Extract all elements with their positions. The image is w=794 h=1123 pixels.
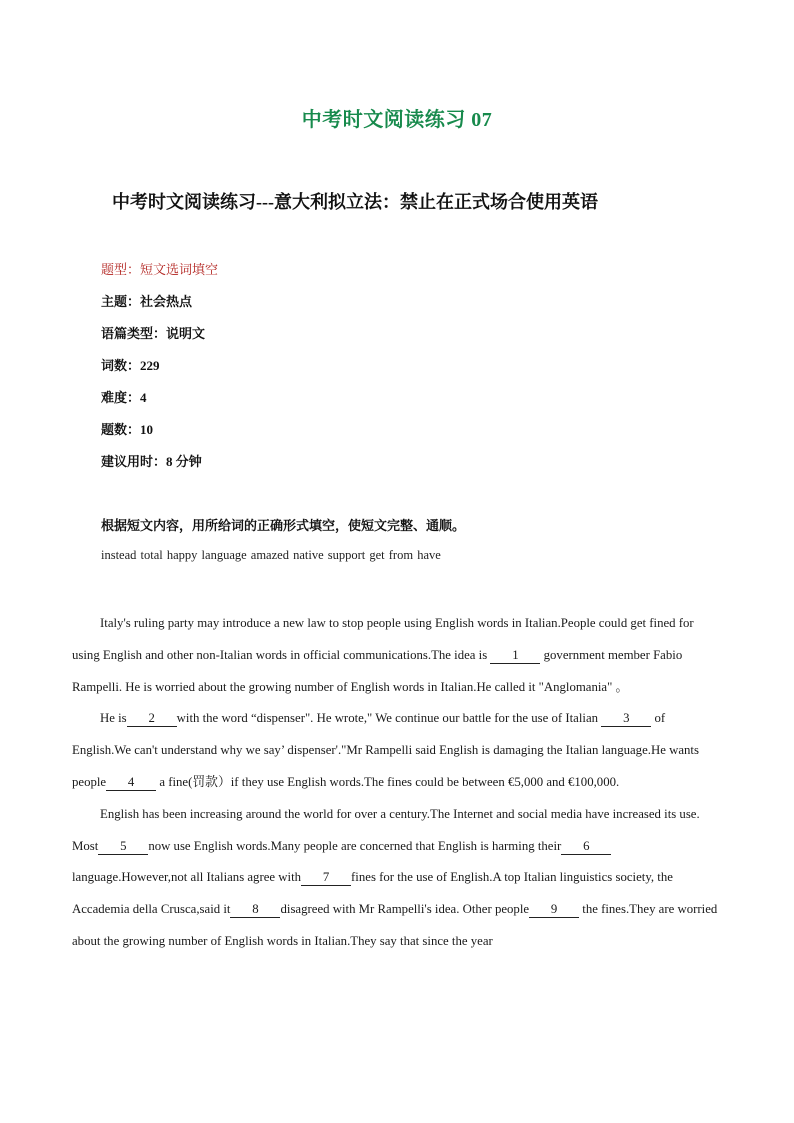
passage-text: disagreed with Mr Rampelli's idea. Other people bbox=[280, 902, 530, 917]
answer-blank[interactable]: 4 bbox=[106, 774, 156, 791]
passage-text: He is bbox=[100, 711, 127, 726]
answer-blank[interactable]: 7 bbox=[301, 869, 351, 886]
passage-text: a fine(罚款）if they use English words.The fines could be between €5,000 and €100,000. bbox=[156, 774, 620, 789]
passage-paragraph bbox=[72, 799, 724, 958]
answer-blank[interactable]: 9 bbox=[529, 901, 579, 918]
passage-text: fines for the use of English.A top Italian linguistics society, the Accademia della Crusca,said it bbox=[72, 870, 673, 917]
answer-blank[interactable]: 2 bbox=[127, 710, 177, 727]
meta-question-count: 题数：10 bbox=[101, 422, 154, 437]
passage bbox=[72, 608, 724, 958]
meta-difficulty: 难度：4 bbox=[101, 390, 147, 405]
passage-text: now use English words.Many people are concerned that English is harming their bbox=[148, 838, 562, 853]
meta-word-count: 词数：229 bbox=[101, 358, 160, 373]
passage-text: government member Fabio Rampelli. He is worried about the growing number of English words in Italian.He called it "Anglomania" 。 bbox=[72, 647, 683, 694]
passage-text: with the word “dispenser". He wrote," We continue our battle for the use of Italian bbox=[176, 711, 602, 726]
passage-text: language.However,not all Italians agree with bbox=[72, 870, 302, 885]
passage-text: the fines.They are worried about the growing number of English words in Italian.They say that since the year bbox=[72, 902, 718, 948]
meta-text-type: 语篇类型：说明文 bbox=[101, 326, 206, 341]
passage-paragraph bbox=[72, 608, 724, 703]
passage-text: English has been increasing around the world for over a century.The Internet and social media have increased its use. Most bbox=[72, 806, 700, 853]
answer-blank[interactable]: 5 bbox=[98, 838, 148, 855]
answer-blank[interactable]: 1 bbox=[490, 647, 540, 664]
meta-topic: 主题：社会热点 bbox=[101, 294, 193, 309]
instruction: 根据短文内容，用所给词的正确形式填空，使短文完整、通顺。 bbox=[101, 518, 466, 533]
answer-blank[interactable]: 3 bbox=[601, 710, 651, 727]
answer-blank[interactable]: 6 bbox=[561, 838, 611, 855]
passage-text: of English.We can't understand why we say’ dispenser'."Mr Rampelli said English is damaging the Italian language.He wants people bbox=[72, 711, 699, 789]
meta-question-type: 题型：短文选词填空 bbox=[101, 262, 219, 277]
passage-paragraph bbox=[72, 703, 724, 798]
passage-text: Italy's ruling party may introduce a new law to stop people using English words in Italian.People could get fined for using English and other non-Italian words in official communications.The idea is bbox=[72, 616, 694, 662]
page-title: 中考时文阅读练习 07 bbox=[301, 109, 493, 131]
article-title: 中考时文阅读练习---意大利拟立法：禁止在正式场合使用英语 bbox=[112, 192, 598, 212]
answer-blank[interactable]: 8 bbox=[230, 901, 280, 918]
word-bank: instead total happy language amazed native support get from have bbox=[101, 548, 441, 562]
exercise-meta bbox=[101, 260, 218, 484]
meta-suggested-time: 建议用时：8 分钟 bbox=[101, 454, 202, 469]
